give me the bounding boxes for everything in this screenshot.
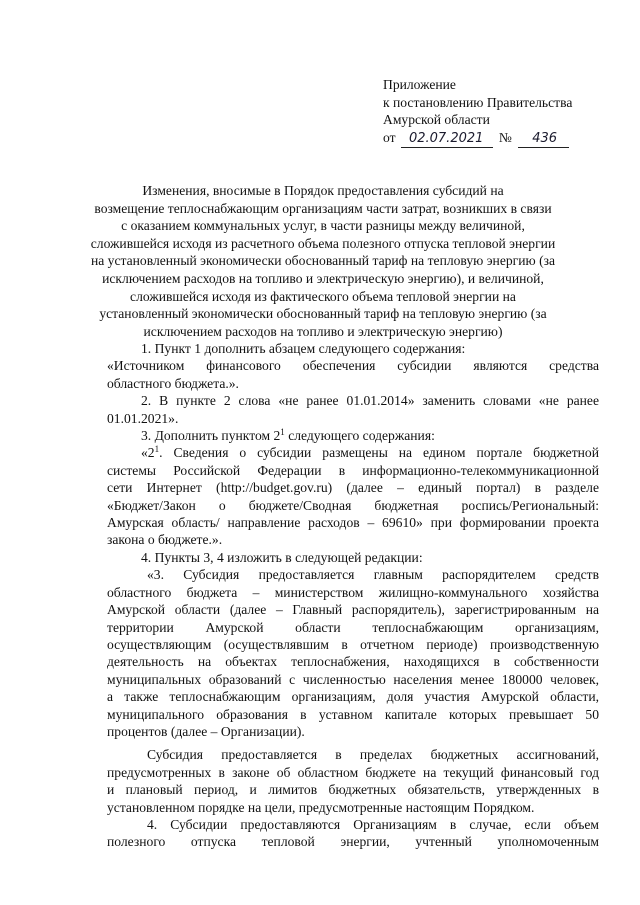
handwritten-number: 436: [518, 130, 569, 149]
body-line: Амурской области (далее – Главный распорядитель), зарегистрированным на: [107, 602, 599, 618]
body-line: деятельность на объектах теплоснабжения, находящихся в собственности: [107, 654, 599, 670]
title-line: исключением расходов на топливо и электрическую энергию), и величиной,: [102, 270, 544, 286]
item-3-new-text: «3. Субсидия предоставляется главным распорядителем средств: [147, 567, 599, 583]
superscript: 1: [154, 444, 160, 455]
item-2-1-body: . Сведения о субсидии размещены на едином портале бюджетной: [159, 445, 599, 461]
body-line: а также теплоснабжающим организациям, доля участия Амурской области,: [107, 689, 599, 705]
title-line: на установленный экономически обоснованный тариф на тепловую энергию (за: [90, 253, 556, 269]
document-body: [107, 340, 599, 851]
body-line: «Источником финансового обеспечения субсидии являются средства: [107, 358, 599, 374]
title-line: с оказанием коммунальных услуг, в части разницы между величиной,: [121, 218, 525, 234]
date-prefix: от: [383, 129, 396, 145]
body-line: муниципального образования в уставном капитале которых превышает 50: [107, 706, 599, 722]
item-3-text-end: следующего содержания:: [284, 428, 435, 444]
body-line: «Бюджет/Закон о бюджете/Сводная бюджетная роспись/Региональный:: [107, 497, 599, 513]
region-name: Амурской области: [383, 112, 490, 127]
approval-header: [383, 76, 572, 148]
date-number-line: [383, 129, 572, 149]
body-line: областного бюджета – министерством жилищно-коммунального хозяйства: [107, 584, 599, 600]
body-line: установленном порядке на цели, предусмотренные настоящим Порядком.: [107, 799, 535, 815]
body-line: осуществляющим (осуществлявшим в отчетном периоде) производственную: [107, 636, 599, 652]
item-3-heading: [107, 427, 599, 444]
document-title: [78, 182, 568, 340]
body-line: территории Амурской области теплоснабжающим организациям,: [107, 619, 599, 635]
title-line: сложившейся исходя из расчетного объема полезного отпуска тепловой энергии: [90, 235, 556, 251]
body-line: и плановый период, и лимитов бюджетных обязательств, утвержденных в: [107, 782, 599, 798]
body-line: сети Интернет (http://budget.gov.ru) (далее – единый портал) в разделе: [107, 480, 599, 496]
item-2-text: 2. В пункте 2 слова «не ранее 01.01.2014» заменить словами «не ранее: [141, 393, 599, 409]
resolution-reference: к постановлению Правительства: [383, 94, 573, 110]
body-line: 01.01.2021».: [107, 410, 179, 426]
item-4-new-text: 4. Субсидии предоставляются Организациям в случае, если объем: [147, 816, 599, 832]
body-line: процентов (далее – Организации).: [107, 723, 305, 739]
body-line: системы Российской Федерации в информационно-телекоммуникационной: [107, 462, 599, 478]
title-line: установленный экономически обоснованный тариф на тепловую энергию (за: [99, 306, 547, 322]
body-line: муниципальных образований с численностью населения менее 180000 человек,: [107, 671, 599, 687]
handwritten-date: 02.07.2021: [401, 130, 493, 149]
title-line: возмещение теплоснабжающим организациям части затрат, возникших в связи: [94, 200, 552, 216]
title-line: сложившейся исходя из фактического объема тепловой энергии на: [130, 288, 516, 304]
title-line: исключением расходов на топливо и электрическую энергию): [143, 323, 503, 339]
item-2-1-text: [107, 444, 599, 461]
appendix-label: Приложение: [383, 77, 456, 92]
number-sign: №: [498, 129, 512, 145]
subsidy-paragraph: Субсидия предоставляется в пределах бюджетных ассигнований,: [147, 747, 599, 763]
body-line: Амурская область/ направление расходов – 69610» при формировании проекта: [107, 515, 599, 531]
body-line: закона о бюджете.».: [107, 532, 223, 548]
item-3-text: 3. Дополнить пунктом 2: [141, 428, 281, 444]
body-line: полезного отпуска тепловой энергии, учтенный уполномоченным: [107, 834, 599, 850]
item-4-heading: 4. Пункты 3, 4 изложить в следующей редакции:: [141, 549, 423, 565]
superscript: 1: [280, 427, 285, 438]
body-line: предусмотренных в законе об областном бюджете на текущий финансовый год: [107, 764, 599, 780]
item-2-1-number: «2: [141, 445, 155, 461]
item-1-heading: 1. Пункт 1 дополнить абзацем следующего содержания:: [141, 341, 466, 356]
body-line: областного бюджета.».: [107, 375, 239, 391]
title-line: Изменения, вносимые в Порядок предоставления субсидий на: [142, 183, 504, 198]
